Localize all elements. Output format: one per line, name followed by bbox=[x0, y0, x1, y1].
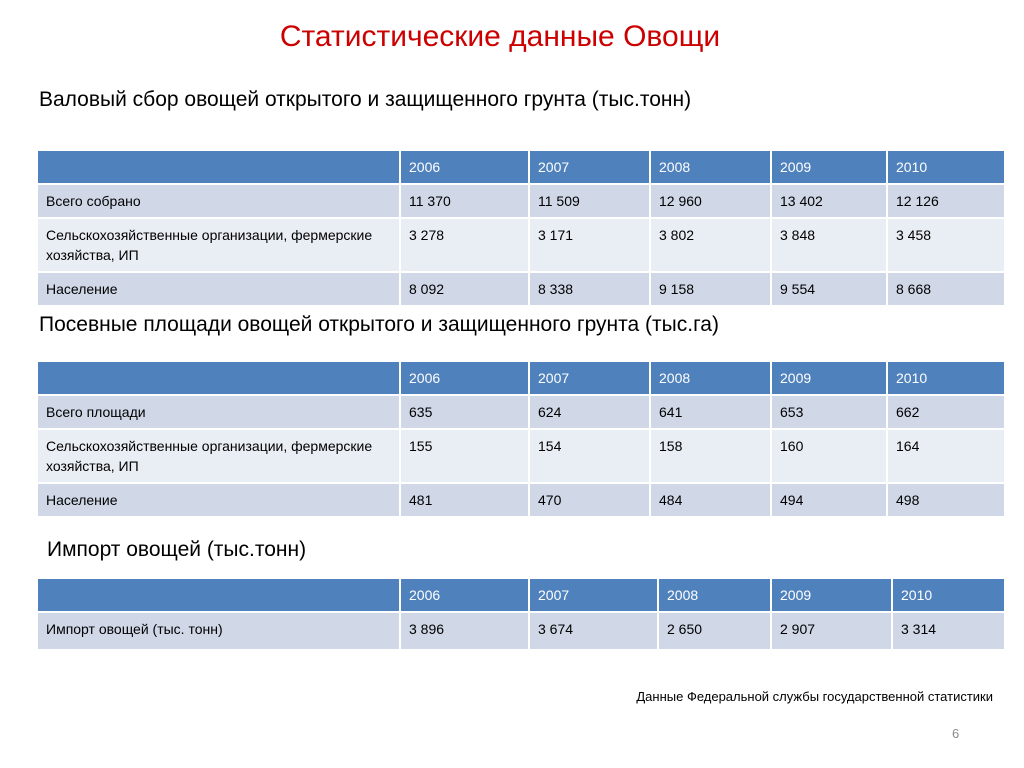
table-cell: 9 158 bbox=[650, 272, 771, 306]
header-cell: 2009 bbox=[771, 361, 887, 395]
table-cell: 481 bbox=[400, 483, 529, 517]
table-cell: 160 bbox=[771, 429, 887, 483]
harvest-heading: Валовый сбор овощей открытого и защищенного грунта (тыс.тонн) bbox=[39, 88, 692, 111]
import-table bbox=[36, 577, 1006, 651]
page-number: 6 bbox=[952, 726, 960, 741]
header-cell: 2007 bbox=[529, 361, 650, 395]
table-cell: 3 278 bbox=[400, 218, 529, 272]
header-cell bbox=[37, 361, 400, 395]
table-cell: 635 bbox=[400, 395, 529, 429]
table-cell: 3 171 bbox=[529, 218, 650, 272]
harvest-table bbox=[36, 149, 1006, 307]
table-cell: 8 092 bbox=[400, 272, 529, 306]
table-row bbox=[37, 218, 1005, 272]
table-header-row bbox=[37, 361, 1005, 395]
table-cell: 3 802 bbox=[650, 218, 771, 272]
table-cell: 12 126 bbox=[887, 184, 1005, 218]
table-cell: 3 458 bbox=[887, 218, 1005, 272]
row-label: Всего собрано bbox=[37, 184, 400, 218]
table-cell: 11 509 bbox=[529, 184, 650, 218]
slide-title: Статистические данные Овощи bbox=[279, 20, 721, 53]
table-row bbox=[37, 429, 1005, 483]
sown-area-table bbox=[36, 360, 1006, 518]
header-cell: 2009 bbox=[771, 578, 892, 612]
header-cell: 2007 bbox=[529, 578, 658, 612]
table-cell: 9 554 bbox=[771, 272, 887, 306]
header-cell: 2008 bbox=[658, 578, 771, 612]
table-cell: 8 668 bbox=[887, 272, 1005, 306]
header-cell: 2006 bbox=[400, 578, 529, 612]
header-cell: 2008 bbox=[650, 150, 771, 184]
table-header-row bbox=[37, 578, 1005, 612]
table-row bbox=[37, 272, 1005, 306]
table-cell: 662 bbox=[887, 395, 1005, 429]
header-cell: 2006 bbox=[400, 361, 529, 395]
row-label: Сельскохозяйственные организации, фермерские хозяйства, ИП bbox=[37, 429, 400, 483]
header-cell: 2006 bbox=[400, 150, 529, 184]
table-cell: 11 370 bbox=[400, 184, 529, 218]
table-row bbox=[37, 395, 1005, 429]
sown-area-heading: Посевные площади овощей открытого и защищенного грунта (тыс.га) bbox=[39, 313, 719, 336]
table-cell: 624 bbox=[529, 395, 650, 429]
table-cell: 2 907 bbox=[771, 612, 892, 650]
table-cell: 494 bbox=[771, 483, 887, 517]
table-cell: 8 338 bbox=[529, 272, 650, 306]
header-cell bbox=[37, 578, 400, 612]
table-cell: 13 402 bbox=[771, 184, 887, 218]
table-cell: 641 bbox=[650, 395, 771, 429]
row-label: Сельскохозяйственные организации, фермерские хозяйства, ИП bbox=[37, 218, 400, 272]
header-cell: 2008 bbox=[650, 361, 771, 395]
table-row bbox=[37, 612, 1005, 650]
row-label: Население bbox=[37, 483, 400, 517]
header-cell: 2010 bbox=[887, 150, 1005, 184]
table-cell: 155 bbox=[400, 429, 529, 483]
header-cell: 2010 bbox=[892, 578, 1005, 612]
table-cell: 3 314 bbox=[892, 612, 1005, 650]
table-cell: 470 bbox=[529, 483, 650, 517]
table-cell: 3 896 bbox=[400, 612, 529, 650]
header-cell bbox=[37, 150, 400, 184]
table-cell: 12 960 bbox=[650, 184, 771, 218]
row-label: Население bbox=[37, 272, 400, 306]
table-row bbox=[37, 483, 1005, 517]
table-cell: 164 bbox=[887, 429, 1005, 483]
table-cell: 653 bbox=[771, 395, 887, 429]
import-heading: Импорт овощей (тыс.тонн) bbox=[47, 538, 307, 561]
table-cell: 154 bbox=[529, 429, 650, 483]
row-label: Всего площади bbox=[37, 395, 400, 429]
table-cell: 158 bbox=[650, 429, 771, 483]
table-row bbox=[37, 184, 1005, 218]
header-cell: 2009 bbox=[771, 150, 887, 184]
header-cell: 2010 bbox=[887, 361, 1005, 395]
table-cell: 498 bbox=[887, 483, 1005, 517]
header-cell: 2007 bbox=[529, 150, 650, 184]
row-label: Импорт овощей (тыс. тонн) bbox=[37, 612, 400, 650]
table-cell: 3 674 bbox=[529, 612, 658, 650]
table-header-row bbox=[37, 150, 1005, 184]
table-cell: 3 848 bbox=[771, 218, 887, 272]
table-cell: 2 650 bbox=[658, 612, 771, 650]
table-cell: 484 bbox=[650, 483, 771, 517]
data-source-note: Данные Федеральной службы государственной статистики bbox=[636, 689, 993, 704]
